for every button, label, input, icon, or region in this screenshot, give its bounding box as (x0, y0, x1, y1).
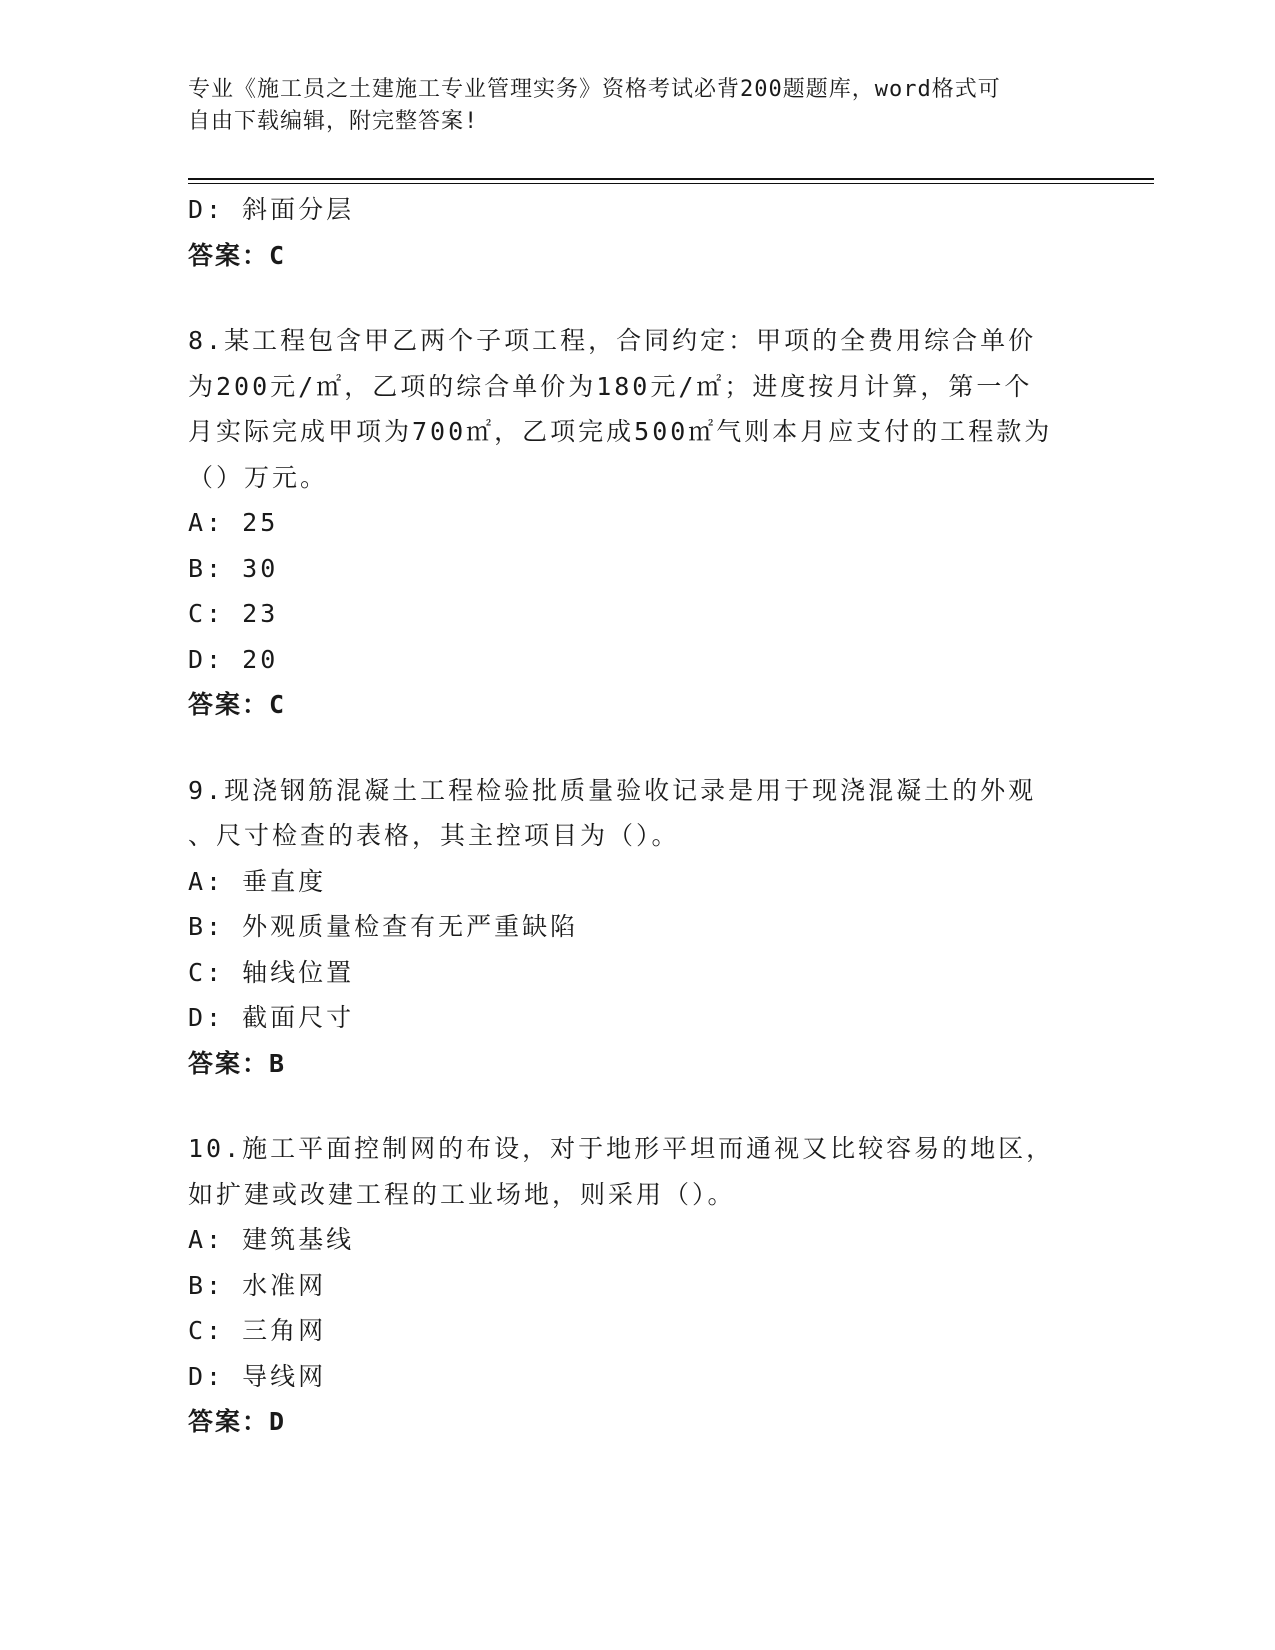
spacer (188, 1086, 1088, 1126)
question-content (188, 187, 1088, 1445)
spacer (188, 728, 1088, 768)
question-10-line-1: 10.施工平面控制网的布设，对于地形平坦而通视又比较容易的地区， (188, 1134, 1055, 1163)
question-block-8 (188, 318, 1088, 728)
header-line-1: 专业《施工员之土建施工专业管理实务》资格考试必背200题题库，word格式可 (188, 77, 1001, 102)
question-8-line-4: （）万元。 (188, 462, 329, 492)
header-line-2: 自由下载编辑，附完整答案! (188, 109, 479, 134)
question-9-line-1: 9.现浇钢筋混凝土工程检验批质量验收记录是用于现浇混凝土的外观 (188, 775, 1037, 805)
question-10-option-c: C: 三角网 (188, 1316, 327, 1345)
question-block-10 (188, 1126, 1088, 1445)
question-8-option-c: C: 23 (188, 599, 279, 628)
question-9-option-c: C: 轴线位置 (188, 957, 355, 987)
question-8-line-3: 月实际完成甲项为700㎡，乙项完成500㎡气则本月应支付的工程款为 (188, 417, 1053, 446)
question-9-option-d: D: 截面尺寸 (188, 1003, 355, 1032)
header-rule-thick (188, 178, 1154, 180)
question-8-option-b: B: 30 (188, 553, 279, 583)
question-8-option-d: D: 20 (188, 644, 279, 674)
header-rule-thin (188, 183, 1154, 184)
question-9-option-b: B: 外观质量检查有无严重缺陷 (188, 912, 579, 941)
question-10-line-2: 如扩建或改建工程的工业场地，则采用（）。 (188, 1179, 736, 1209)
document-header (188, 74, 1088, 138)
question-10-option-a: A: 建筑基线 (188, 1225, 355, 1254)
question-9-answer: 答案：B (188, 1048, 287, 1078)
question-10-option-b: B: 水准网 (188, 1270, 327, 1300)
question-block-9 (188, 768, 1088, 1087)
prev-answer: 答案：C (188, 240, 287, 270)
question-8-option-a: A: 25 (188, 508, 279, 537)
prev-option-d: D: 斜面分层 (188, 195, 355, 224)
question-10-option-d: D: 导线网 (188, 1361, 327, 1391)
question-9-option-a: A: 垂直度 (188, 866, 327, 896)
question-8-answer: 答案：C (188, 690, 287, 719)
question-8-line-2: 为200元/㎡，乙项的综合单价为180元/㎡；进度按月计算，第一个 (188, 371, 1033, 401)
question-10-answer: 答案：D (188, 1407, 287, 1436)
question-9-line-2: 、尺寸检查的表格，其主控项目为（）。 (188, 821, 680, 850)
spacer (188, 278, 1088, 318)
question-8-line-1: 8.某工程包含甲乙两个子项工程，合同约定：甲项的全费用综合单价 (188, 326, 1037, 355)
